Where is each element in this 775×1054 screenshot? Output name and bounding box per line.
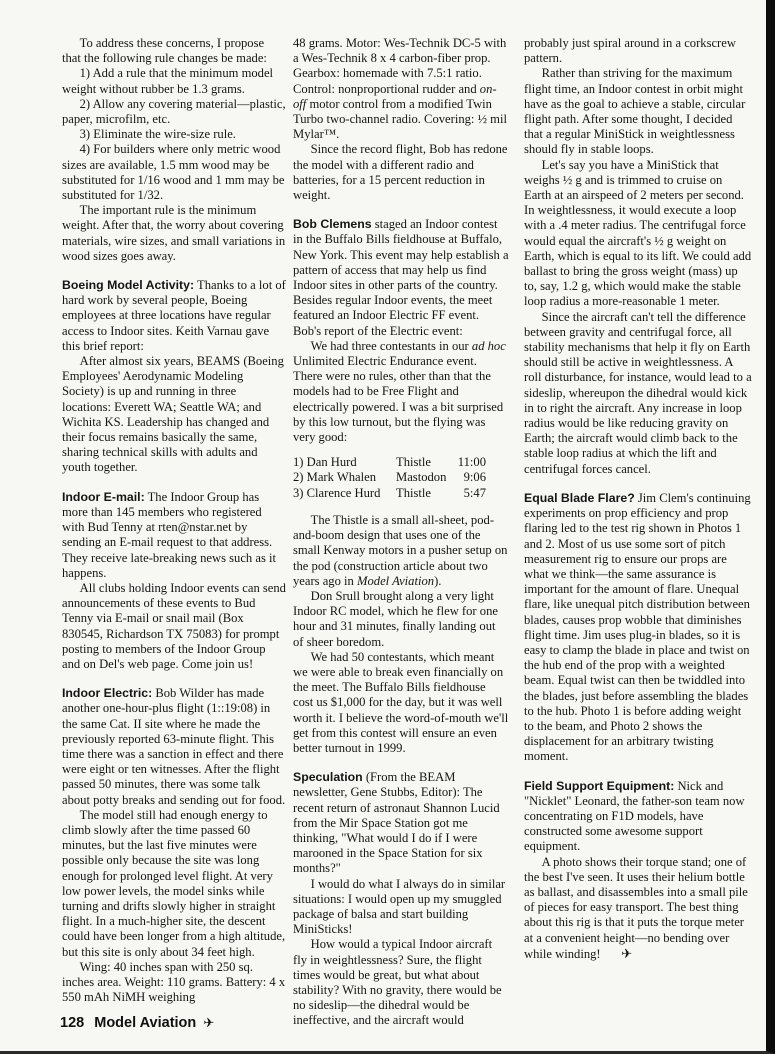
result-time: 11:00 (457, 455, 486, 470)
torque-stand-paragraph (524, 855, 752, 962)
clemens-name: Bob Clemens (293, 217, 372, 232)
spec-continued (293, 36, 509, 142)
result-row (293, 470, 509, 485)
important-paragraph: The important rule is the minimum weight. After that, the worry about covering materials, wire sizes, and small variations in wood sizes goes away. (62, 203, 286, 263)
result-model: Thistle (396, 485, 431, 500)
email-text: The Indoor Group has more than 145 members who registered with Bud Tenny at rten@nstar.net by sending an E-mail request to that address. They receive late-breaking news such as it happens. (62, 489, 277, 580)
clemens-section (293, 217, 509, 339)
result-time: 9:06 (463, 470, 486, 485)
would-do-paragraph: I would do what I always do in similar situations: I would open up my smuggled package of balsa and start building MiniSticks! (293, 876, 506, 937)
spec-text-b: motor control from a modified Twin Turbo two-channel radio. Covering: ½ mil Mylar™. (293, 96, 507, 142)
thistle-text-a: The Thistle is a small all-sheet, pod-and-boom design that uses one of the small Kenway motors in a pusher setup on the pod (construction article about two years ago in (293, 512, 508, 588)
result-model: Thistle (396, 455, 431, 470)
three-text-a: We had three contestants in our (310, 338, 472, 353)
result-row (293, 486, 509, 501)
email-section (62, 490, 286, 581)
thistle-magazine: Model Aviation (357, 573, 435, 588)
plane-icon: ✈ (203, 1015, 215, 1030)
electric-text: Bob Wilder has made another one-hour-plus flight (1::19:08) in the same Cat. II site where he made the previously reported 63-minute flight. This time there was a sanction in effect and there were eight or ten witnesses. After the flight passed 50 minutes, there was some talk about potty breaks and sending out for food. (62, 686, 286, 807)
boeing-paragraph-2: After almost six years, BEAMS (Boeing Employees' Aerodynamic Modeling Society) is up and running in three locations: Everett WA; Seattle WA; and Wichita KS. Leadership has changed and their focus remains basically the same, sharing technical skills with adults and youth together. (62, 354, 284, 475)
three-text-b: Unlimited Electric Endurance event. There were no rules, other than that the models had to be Free Flight and electrically powered. I was a bit surprised by this low turnout, but the flying was very good: (293, 354, 504, 445)
rather-paragraph: Rather than striving for the maximum flight time, an Indoor contest in orbit might have as the goal to achieve a stable, circular flight path. After some thought, I decided that a regular MiniStick in weightlessness should fly in stable loops. (524, 66, 746, 157)
rule-1: 1) Add a rule that the minimum model weight without rubber be 1.3 grams. (62, 66, 274, 96)
spec-onoff: on-off (293, 81, 497, 111)
result-name: 3) Clarence Hurd (293, 485, 381, 500)
boeing-text: Thanks to a lot of hard work by several people, Boeing employees at three locations have regular access to Indoor sites. Keith Varnau gave this brief report: (62, 278, 286, 353)
field-support-text: Nick and "Nicklet" Leonard, the father-son team now concentrating on F1D models, have constructed some awesome support equipment. (524, 778, 745, 854)
rule-4: 4) For builders where only metric wood sizes are available, 1.5 mm wood may be substituted for 1/16 wood and 1 mm may be substituted for 1/32. (62, 142, 285, 203)
result-model: Mastodon (396, 470, 447, 485)
column-1 (62, 36, 286, 1005)
electric-heading: Indoor Electric: (62, 686, 153, 701)
spec-text-a: 48 grams. Motor: Wes-Technik DC-5 with a Wes-Technik 8 x 4 carbon-fiber prop. Gearbox: homemade with 7.5:1 ratio. Control: nonproportional rudder and (293, 36, 507, 96)
field-support-heading: Field Support Equipment: (524, 778, 675, 793)
spiral-continued: probably just spiral around in a corkscrew pattern. (524, 36, 736, 66)
electric-paragraph-2: The model still had enough energy to climb slowly after the time passed 60 minutes, but the last five minutes were possible only because the site was long enough for prolonged level flight. At very low power levels, the model sinks while turning and drifts slowly higher in straight flight. In a much-higher site, the descent could have been longer from a high altitude, but this site is only about 34 feet high. (62, 807, 286, 959)
page-number: 128 (60, 1015, 85, 1031)
three-adhoc: ad hoc (471, 338, 506, 353)
since-record-paragraph: Since the record flight, Bob has redone the model with a different radio and batteries, for a 15 percent reduction in weight. (293, 142, 508, 203)
page-footer (60, 1015, 214, 1031)
how-would-paragraph: How would a typical Indoor aircraft fly in weightlessness? Sure, the flight times would be great, but what about stability? With no gravity, there would be no sideslip—the dihedral would be ineffective, and the aircraft would (293, 937, 502, 1028)
flare-text: Jim Clem's continuing experiments on prop efficiency and prop flaring led to the test rig shown in Photos 1 and 2. Most of us use some sort of pitch measurement rig to ensure our props are what we think—the same assurance is important for the amount of flare. Unequal flare, like unequal pitch distribution between blades, causes prop wobble that diminishes flight time. Jim uses plug-in blades, so it is easy to clamp the blade in place and twist on the hub end of the prop with a weighted beam. Equal twist can then be twiddled into the blades, just before assembling the blades to the hub. Photo 1 is before adding weight to the beam, and Photo 2 shows the displacement for an arbitrary twisting moment. (524, 490, 751, 764)
plane-icon: ✈ (621, 945, 633, 961)
result-name: 1) Dan Hurd (293, 455, 357, 470)
fifty-contestants-paragraph: We had 50 contestants, which meant we were able to break even financially on the meet. The Buffalo Bills fieldhouse cost us $1,000 for the day, but it was well worth it. I believe the word-of-mouth we'll get from this contest will ensure an even better turnout in 1999. (293, 649, 509, 755)
magazine-name: Model Aviation (94, 1015, 197, 1031)
torque-stand-text: A photo shows their torque stand; one of the best I've seen. It uses their helium bottle as ballast, and disassembles into a small pile of pieces for easy transport. The best thing about this rig is that it puts the torque meter at a convenient height—no bending over while winding! (524, 854, 748, 961)
result-row (293, 455, 509, 470)
intro-paragraph: To address these concerns, I propose that the following rule changes be made: (62, 36, 267, 66)
thistle-paragraph (293, 513, 509, 589)
flare-section (524, 491, 752, 765)
since-aircraft-paragraph: Since the aircraft can't tell the difference between gravity and centrifugal force, all stability mechanisms that help it fly on Earth should still be active in weightlessness. A roll disturbance, for instance, would lead to a sideslip, whereupon the dihedral would kick in to right the aircraft. Any increase in loop radius would be like reducing gravity on Earth; the aircraft would climb back to the stable loop radius at which the lift and centrifugal forces cancel. (524, 309, 752, 476)
rule-2: 2) Allow any covering material—plastic, paper, microfilm, etc. (62, 96, 286, 127)
thistle-text-b: ). (434, 573, 442, 588)
field-support-section (524, 779, 752, 855)
boeing-heading: Boeing Model Activity: (62, 278, 195, 293)
flare-heading: Equal Blade Flare? (524, 490, 635, 505)
rule-3: 3) Eliminate the wire-size rule. (79, 127, 236, 142)
srull-paragraph: Don Srull brought along a very light Indoor RC model, which he flew for one hour and 31 minutes, finally landing out of sheer boredom. (293, 588, 498, 649)
wing-spec-paragraph: Wing: 40 inches span with 250 sq. inches area. Weight: 110 grams. Battery: 4 x 550 mAh NiMH weighing (62, 959, 286, 1005)
clemens-text: staged an Indoor contest in the Buffalo Bills fieldhouse at Buffalo, New York. This event may help establish a pattern of access that may help us find Indoor sites in other parts of the country. Besides regular Indoor events, the meet featured an Indoor Electric FF event. Bob's report of the Electric event: (293, 217, 509, 338)
electric-section (62, 686, 286, 808)
column-2 (293, 36, 509, 1029)
email-heading: Indoor E-mail: (62, 489, 145, 504)
lets-say-paragraph: Let's say you have a MiniStick that weighs ½ g and is trimmed to cruise on Earth at an airspeed of 2 meters per second. In weightlessness, it would execute a loop with a .4 meter radius. The centrifugal force would equal the aircraft's ½ g weight on Earth, which is equal to its lift. We could add ballast to bring the gross weight (mass) up to, say, 1.2 g, which would make the stable loop radius a more-reasonable 1 meter. (524, 157, 752, 309)
email-paragraph-2: All clubs holding Indoor events can send announcements of these events to Bud Tenny via E-mail or snail mail (Box 830545, Richardson TX 75083) for prompt posting to members of the Indoor Group and on Del's web page. Come join us! (62, 580, 286, 671)
three-contestants-paragraph (293, 339, 509, 445)
results-table (293, 455, 509, 501)
boeing-section (62, 278, 286, 354)
speculation-heading: Speculation (293, 770, 363, 785)
speculation-text: (From the BEAM newsletter, Gene Stubbs, Editor): The recent return of astronaut Shannon Lucid from the Mir Space Station got me thinking, "What would I do if I were marooned in the Space Station for six months?" (293, 770, 500, 876)
result-name: 2) Mark Whalen (293, 470, 376, 485)
speculation-section (293, 770, 509, 876)
result-time: 5:47 (463, 485, 486, 500)
column-3 (524, 36, 752, 962)
